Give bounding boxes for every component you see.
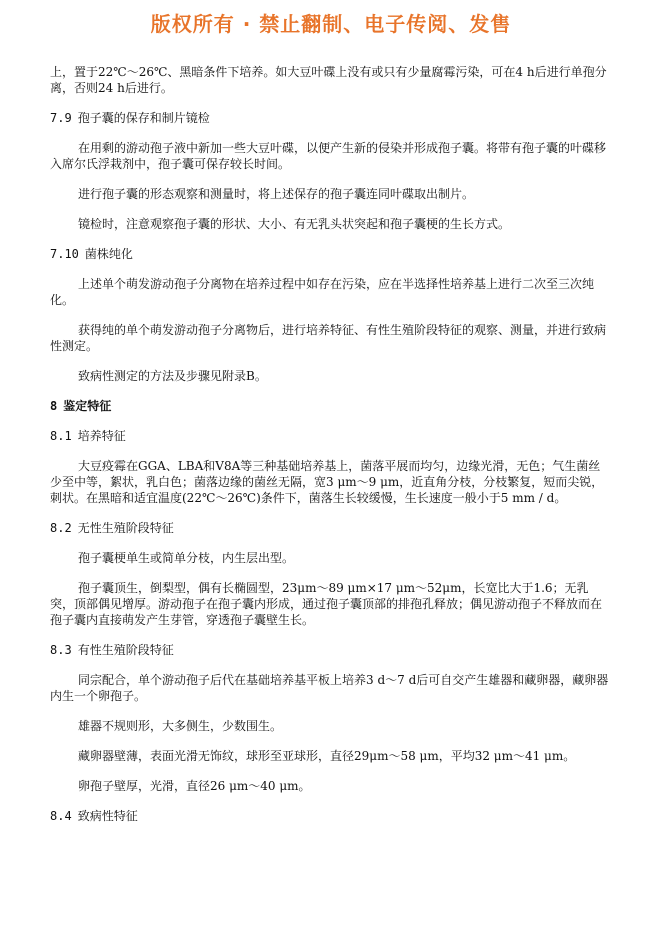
watermark-banner: 版权所有 · 禁止翻制、电子传阅、发售 (150, 12, 512, 36)
section-heading (50, 428, 610, 444)
section-title: 鉴定特征 (63, 399, 112, 413)
section-heading (50, 398, 610, 414)
section-heading (50, 110, 610, 126)
section-number: 7.10 (50, 247, 79, 261)
paragraph: 孢子囊梗单生或简单分枝，内生层出型。 (78, 551, 295, 565)
section-number: 8.4 (50, 809, 72, 823)
paragraph: 在用剩的游动孢子液中新加一些大豆叶碟，以便产生新的侵染并形成孢子囊。将带有孢子囊的叶碟移入席尔氏浮栽剂中，孢子囊可保存较长时间。 (50, 141, 607, 171)
section-heading (50, 808, 610, 824)
paragraph: 获得纯的单个萌发游动孢子分离物后，进行培养特征、有性生殖阶段特征的观察、测量，并进行致病性测定。 (50, 323, 607, 353)
section-heading (50, 642, 610, 658)
paragraph: 进行孢子囊的形态观察和测量时，将上述保存的孢子囊连同叶碟取出制片。 (78, 187, 475, 201)
paragraph: 致病性测定的方法及步骤见附录B。 (78, 369, 267, 383)
section-number: 8.1 (50, 429, 72, 443)
paragraph: 孢子囊顶生，倒梨型，偶有长椭圆型，23μm～89 μm×17 μm～52μm，长宽比大于1.6；无乳突，顶部偶见增厚。游动孢子在孢子囊内形成，通过孢子囊顶部的排孢孔释放；偶见游动孢子不释放而在孢子囊内直接萌发产生芽管，穿透孢子囊壁生长。 (50, 581, 603, 627)
paragraph: 镜检时，注意观察孢子囊的形状、大小、有无乳头状突起和孢子囊梗的生长方式。 (78, 217, 511, 231)
section-title: 孢子囊的保存和制片镜检 (77, 111, 210, 125)
section-number: 8 (50, 399, 58, 413)
paragraph: 上述单个萌发游动孢子分离物在培养过程中如存在污染，应在半选择性培养基上进行二次至三次纯化。 (50, 277, 595, 307)
section-number: 8.3 (50, 643, 72, 657)
paragraph: 雄器不规则形，大多侧生，少数围生。 (78, 719, 283, 733)
paragraph: 上，置于22℃～26℃、黑暗条件下培养。如大豆叶碟上没有或只有少量腐霉污染，可在4 h后进行单孢分离，否则24 h后进行。 (50, 65, 607, 95)
paragraph: 同宗配合，单个游动孢子后代在基础培养基平板上培养3 d～7 d后可自交产生雄器和藏卵器，藏卵器内生一个卵孢子。 (50, 673, 609, 703)
section-title: 致病性特征 (77, 809, 138, 823)
section-title: 菌株纯化 (84, 247, 133, 261)
section-number: 7.9 (50, 111, 72, 125)
section-title: 有性生殖阶段特征 (77, 643, 174, 657)
section-heading (50, 246, 610, 262)
section-title: 培养特征 (77, 429, 126, 443)
document-body (50, 64, 610, 838)
section-title: 无性生殖阶段特征 (77, 521, 174, 535)
paragraph: 藏卵器壁薄，表面光滑无饰纹，球形至亚球形，直径29μm～58 μm，平均32 μm～41 μm。 (78, 749, 576, 763)
paragraph: 大豆疫霉在GGA、LBA和V8A等三种基础培养基上，菌落平展而均匀，边缘光滑，无色；气生菌丝少至中等，絮状，乳白色；菌落边缘的菌丝无隔，宽3 μm～9 μm，近直角分枝，分枝繁复，短而尖锐，刺状。在黑暗和适宜温度(22℃～26℃)条件下，菌落生长较缓慢，生长速度一般小于5 mm / d。 (50, 459, 604, 505)
section-number: 8.2 (50, 521, 72, 535)
paragraph: 卵孢子壁厚，光滑，直径26 μm～40 μm。 (78, 779, 311, 793)
section-heading (50, 520, 610, 536)
